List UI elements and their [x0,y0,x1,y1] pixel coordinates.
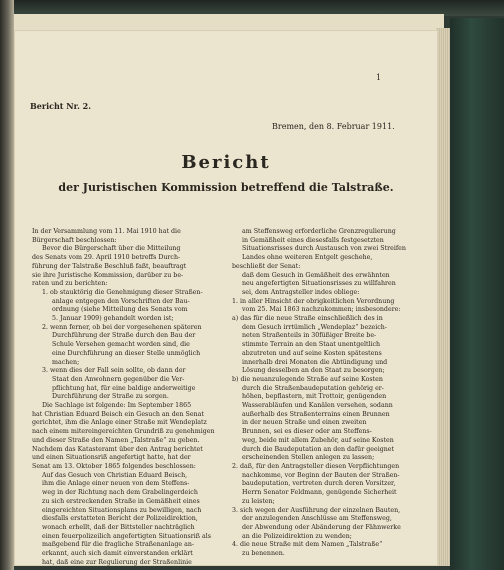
text-line: am Steffensweg erforderliche Grenzregulierung [242,228,396,235]
text-line: nach einem mitereingereichten Grundriß zu genehmigen [32,428,215,436]
document-page [14,30,438,566]
text-line: ihm die Anlage einer neuen von dem Steffens- [42,480,190,488]
text-line: Senat am 13. Oktober 1865 folgendes beschlossen: [32,462,196,470]
text-line: in der neuen Straße und einen zweiten [242,419,367,427]
text-line: eingereichten Situationsplans zu bewilligen, nach [42,506,202,514]
text-line: Herrn Senator Feldmann, genügende Sicherheit [242,489,397,497]
text-line: außerhalb des Straßenterrains einen Brunnen [242,410,390,418]
text-line: des Senats vom 29. April 1910 betreffs Durch- [32,254,181,262]
document-subtitle: der Juristischen Kommission betreffend die Talstraße. [58,181,394,194]
text-line: 2. daß, für den Antragsteller diesen Verpflichtungen [232,462,400,470]
text-line: 2. wenn ferner, ob bei der vorgesehenen späteren [42,323,202,331]
text-line: dem Gesuch irrtümlich „Wendeplaz“ bezeich- [242,323,387,331]
text-line: durch die Baudeputation an den dafür geeignet [242,445,395,453]
text-line: nachkomme, vor Beginn der Bauten der Straßen- [242,471,400,479]
text-line: durch die Straßenbaudeputation gehörig er- [242,384,384,392]
text-line: sei, dem Antragsteller indes obliege: [242,288,360,296]
book-gutter [0,0,14,570]
text-line: einen feuerpolizeilich angefertigten Situationsriß als [42,532,211,540]
text-line: erkannt, auch sich damit einverstanden erklärt [42,550,193,558]
text-line: daß dem Gesuch in Gemäßheit des erwähnten [242,271,390,279]
document-title: Bericht [181,152,271,173]
text-line: raten und zu berichten: [32,280,108,288]
text-line: diesfalls erstatteten Bericht der Polizeidirektion, [42,515,198,523]
report-number: Bericht Nr. 2. [30,101,91,111]
text-line: maßgebend für die fragliche Straßenanlage an- [42,541,195,549]
text-line: der Abwendung oder Abänderung der Fähnwerke [242,523,401,531]
text-line: b) die neuanzulegende Straße auf seine Kosten [232,375,383,383]
text-line: Wasserabläufen und Kanälen versehen, sodann [242,402,393,410]
text-line: Landes ohne weiteren Entgelt geschehe, [242,254,373,262]
text-line: neu angefertigten Situationsrisses zu willfahren [242,280,396,288]
text-line: an die Polizeidirektion zu wenden; [242,532,352,540]
text-line: Schule Versehen gemacht worden sind, die [52,341,190,349]
text-line: Durchführung der Straße durch den Bau der [52,332,196,340]
text-line: baudeputation, vertreten durch deren Vorsitzer, [242,480,396,488]
text-line: in Gemäßheit eines diesesfalls festgesetzten [242,236,384,244]
text-line: Staat den Anwohnern gegenüber die Ver- [52,375,185,383]
date-line: Bremen, den 8. Februar 1911. [272,122,395,131]
text-line: machen; [52,358,80,366]
text-line: 1. ob stauktörig die Genehmigung dieser Straßen- [42,288,203,296]
text-line: pflichtung hat, für eine baldige anderweitige [52,384,196,392]
text-line: 4. die neue Straße mit dem Namen „Talstraße“ [232,541,383,549]
text-line: erscheinenden Stellen anlegen zu lassen; [242,454,375,462]
text-line: und einen Situationsriß angefertigt hatte, hat der [32,454,191,462]
text-line: Die Sachlage ist folgende: Im September 1865 [42,402,192,410]
right-text-column [232,228,422,559]
text-line: innerhalb drei Monaten die Abtündigung und [242,358,388,366]
text-line: 1. in aller Hinsicht der obrigkeitlichen Verordnung [232,297,395,305]
text-line: Lösung desselben an den Staat zu besorgen; [242,367,385,375]
text-line: weg in der Richtung nach dem Grabelingerdeich [42,489,198,497]
text-line: vom 25. Mai 1863 nachzukommen; insbesondere: [242,306,401,314]
text-line: neten Straßenteils in 30füßiger Breite be- [242,332,377,340]
text-line: Durchführung der Straße zu sorgen. [52,393,169,401]
text-line: hat, daß eine zur Regulierung der Straßenlinie [42,558,192,566]
page-stack-edge [436,28,450,566]
book-cover-right [450,18,504,570]
text-line: Auf das Gesuch von Christian Eduard Beisch, [42,471,188,479]
text-line: Bürgerschaft beschlossen: [32,236,117,244]
text-line: Situationsrisses durch Austausch von zwei Streifen [242,245,406,253]
page-number: 1 [376,73,382,82]
text-line: 3. sich wegen der Ausführung der einzelnen Bauten, [232,506,401,514]
text-line: abzutreten und auf seine Kosten spätestens [242,349,382,357]
text-line: der anzulegenden Anschlüsse am Steffensweg, [242,515,392,523]
text-line: stimmte Terrain an den Staat unentgeltlich [242,341,381,349]
text-line: zu sich erstreckenden Straße in Gemäßheit eines [42,497,200,505]
text-line: a) das für die neue Straße einschließlich des in [232,315,383,323]
text-line: eine Durchführung an dieser Stelle unmöglich [52,349,201,357]
text-line: führung der Talstraße Beschluß faßt, beauftragt [32,262,187,270]
text-line: In der Versammlung vom 11. Mai 1910 hat die [32,228,181,235]
text-line: hat Christian Eduard Beisch ein Gesuch an den Senat [32,410,204,418]
text-line: zu benennen. [242,550,285,558]
text-line: Brunnen, sei es dieser oder am Steffens- [242,428,372,436]
text-line: weg, beide mit allem Zubehör, auf seine Kosten [242,436,394,444]
text-line: Nachdem das Katasteramt über den Antrag berichtet [32,445,203,453]
text-line: 3. wenn dies der Fall sein sollte, ob dann der [42,367,186,375]
left-text-column [32,228,222,567]
text-line: 5. Januar 1909) gehandelt worden ist; [52,315,174,323]
text-line: gerichtet, ihm die Anlage einer Straße mit Wendeplatz [32,419,207,427]
text-line: Bevor die Bürgerschaft über die Mitteilung [42,245,181,253]
text-line: beschließt der Senat: [232,262,301,270]
text-line: sie ihre Juristische Kommission, darüber zu be- [32,271,184,279]
text-line: wonach erhellt, daß der Bittsteller nachträglich [42,523,195,531]
text-line: und dieser Straße den Namen „Talstraße“ zu geben. [32,436,200,444]
text-line: zu leisten; [242,497,275,505]
text-line: höhen, bepflastern, mit Trottoir, genügenden [242,393,387,401]
text-line: ordnung (siehe Mitteilung des Senats vom [52,306,188,314]
text-line: anlage entgegen den Vorschriften der Bau- [52,297,190,305]
